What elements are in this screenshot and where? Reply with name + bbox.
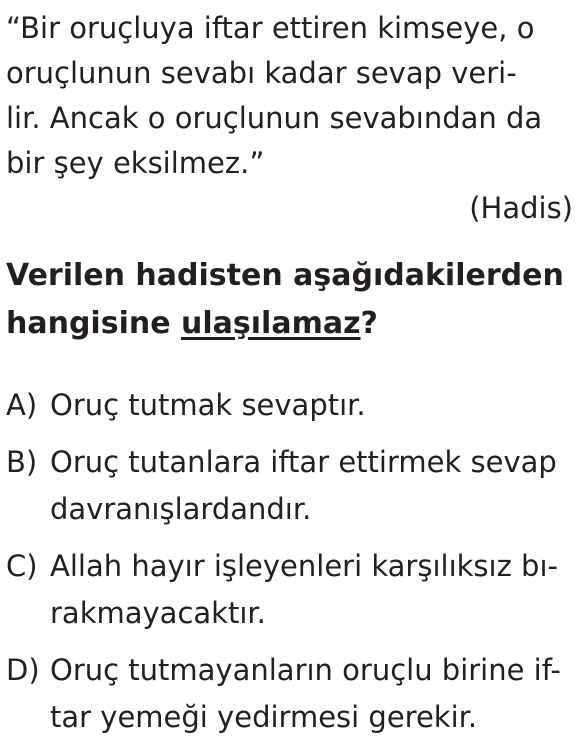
quote-line: oruçlunun sevabı kadar sevap veri- [6,56,517,90]
option-line: davranışlardandır. [50,492,312,526]
quote-line: “Bir oruçluya iftar ettiren kimseye, o [6,11,535,45]
quote-source: (Hadis) [469,191,573,225]
question-text: hangisine [6,306,182,341]
option-line: Oruç tutmayanların oruçlu birine if- [50,653,561,687]
option-line: tar yemeği yedirmesi gerekir. [50,700,478,734]
question-keyword: ulaşılamaz [181,306,361,341]
quote-line: bir şey eksilmez.” [6,146,265,180]
option-line: rakmayacaktır. [50,596,266,630]
option-line: Allah hayır işleyenleri karşılıksız bı- [50,549,558,583]
question-line [6,300,564,348]
question-stem [6,252,564,348]
option-text [50,382,579,429]
option-b[interactable] [6,439,579,533]
option-letter: C) [6,549,38,583]
hadith-quote [6,6,579,186]
option-text [50,543,579,637]
option-c[interactable] [6,543,579,637]
option-a[interactable] [6,382,579,429]
answer-options [6,382,579,751]
quote-line: lir. Ancak o oruçlunun sevabından da [6,101,543,135]
option-line: Oruç tutmak sevaptır. [50,388,366,422]
option-text [50,439,579,533]
option-letter: B) [6,445,38,479]
option-line: Oruç tutanlara iftar ettirmek sevap [50,445,557,479]
question-line: Verilen hadisten aşağıdakilerden [6,258,564,293]
option-letter: A) [6,388,38,422]
question-mark: ? [360,306,378,341]
option-letter: D) [6,653,40,687]
